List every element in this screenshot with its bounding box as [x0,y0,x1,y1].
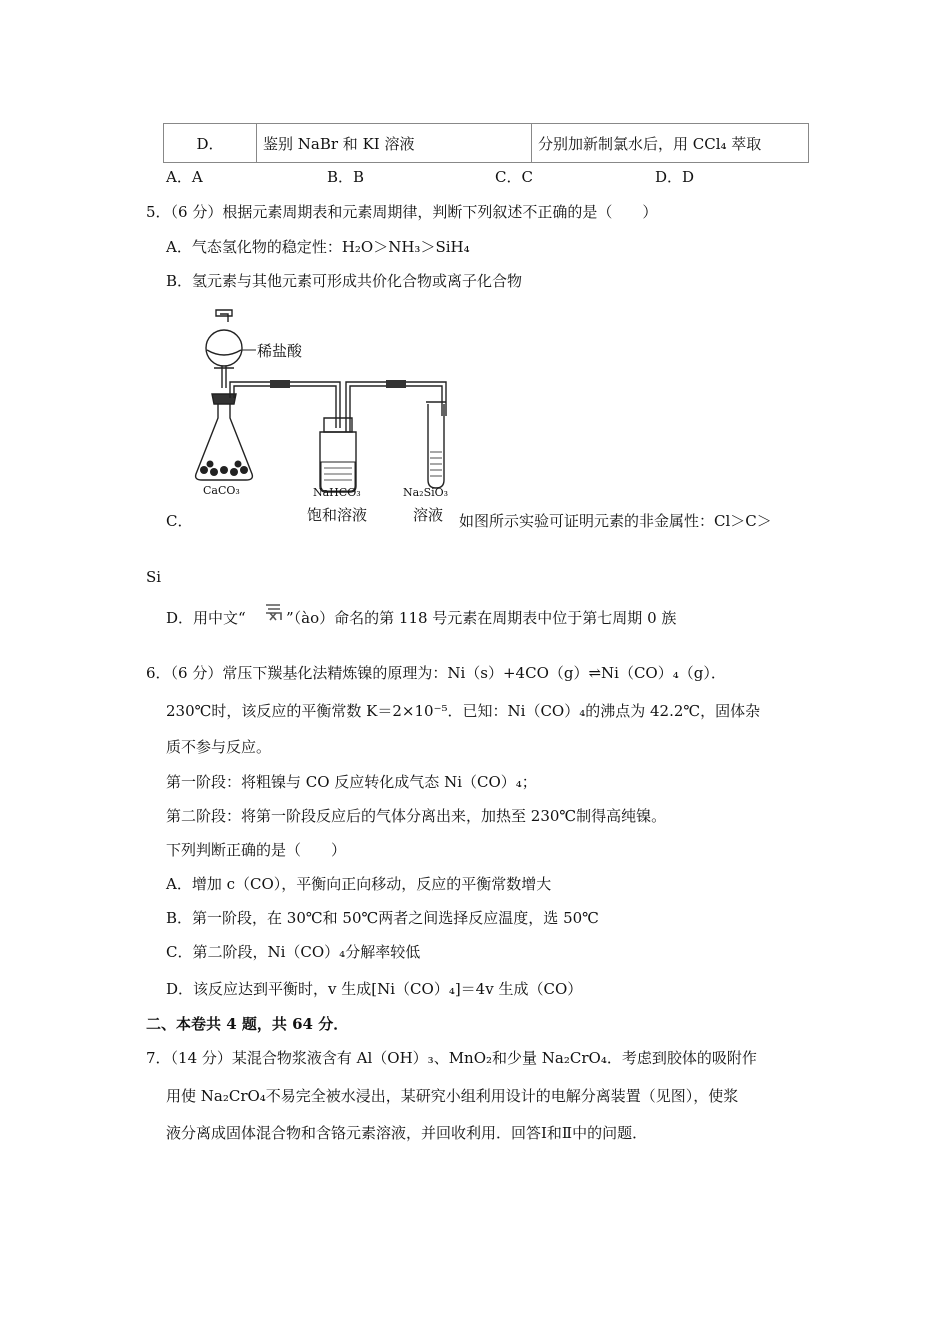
q5-option-d-pre: D．用中文“ [166,609,246,627]
ao-character-image [262,601,284,623]
q7-line2: 用使 Na₂CrO₄不易完全被水浸出，某研究小组利用设计的电解分离装置（见图），使浆 [166,1087,739,1105]
figure-label-acid: 稀盐酸 [257,342,303,360]
figure-label-flask: CaCO₃ [203,484,240,497]
q7-line1: 7．（14 分）某混合物浆液含有 Al（OH）₃、MnO₂和少量 Na₂CrO₄．考虑到胶体的吸附作 [146,1049,757,1067]
q6-option-c: C．第二阶段，Ni（CO）₄分解率较低 [166,943,421,961]
funnel-stopper [216,310,232,316]
q5-stem: 5．（6 分）根据元素周期表和元素周期律，判断下列叙述不正确的是（ ） [146,203,658,221]
q4-choice-a: A．A [166,168,203,186]
q6-option-b: B．第一阶段，在 30℃和 50℃两者之间选择反应温度，选 50℃ [166,909,599,927]
q4-row-method: 分别加新制氯水后，用 CCl₄ 萃取 [532,124,809,163]
q5-option-c-text: 如图所示实验可证明元素的非金属性：Cl＞C＞ [459,512,772,530]
q5-option-c-cont: Si [146,568,162,586]
q6-ask: 下列判断正确的是（ ） [166,841,347,859]
funnel-bulb [206,330,242,366]
q5-option-c-label: C． [166,512,193,530]
q6-stage2: 第二阶段：将第一阶段反应后的气体分离出来，加热至 230℃制得高纯镍。 [166,807,667,825]
q4-row-letter: D． [164,124,257,163]
figure-label-bottle: NaHCO₃ [313,486,361,499]
test-tube [428,404,444,488]
q4-choice-c: C．C [495,168,533,186]
q5-option-b: B．氢元素与其他元素可形成共价化合物或离子化合物 [166,272,523,290]
q4-option-table [163,123,809,163]
q4-choice-d: D．D [655,168,695,186]
figure-label-bottle-sub: 饱和溶液 [307,506,368,524]
q6-line1: 6．（6 分）常压下羰基化法精炼镍的原理为：Ni（s）+4CO（g）⇌Ni（CO）₄（g）． [146,664,726,682]
q4-row-purpose: 鉴别 NaBr 和 KI 溶液 [257,124,532,163]
q4-choice-b: B．B [327,168,365,186]
q6-option-a: A．增加 c（CO），平衡向正向移动，反应的平衡常数增大 [166,875,552,893]
q6-option-d: D．该反应达到平衡时，v 生成[Ni（CO）₄]＝4v 生成（CO） [166,980,583,998]
q6-stage1: 第一阶段：将粗镍与 CO 反应转化成气态 Ni（CO）₄； [166,773,537,791]
q6-line2: 230℃时，该反应的平衡常数 K＝2×10⁻⁵．已知：Ni（CO）₄的沸点为 42.2℃，固体杂 [166,702,761,720]
figure-label-tube-sub: 溶液 [413,506,444,524]
q5-option-d-post: ”（ào）命名的第 118 号元素在周期表中位于第七周期 0 族 [286,609,677,627]
section-2-heading: 二、本卷共 4 题，共 64 分． [146,1015,349,1033]
q5-option-a: A．气态氢化物的稳定性：H₂O＞NH₃＞SiH₄ [166,238,470,256]
figure-label-tube: Na₂SiO₃ [403,486,449,499]
q7-line3: 液分离成固体混合物和含铬元素溶液，并回收利用．回答Ⅰ和Ⅱ中的问题． [166,1124,648,1142]
q6-line3: 质不参与反应。 [166,738,272,756]
